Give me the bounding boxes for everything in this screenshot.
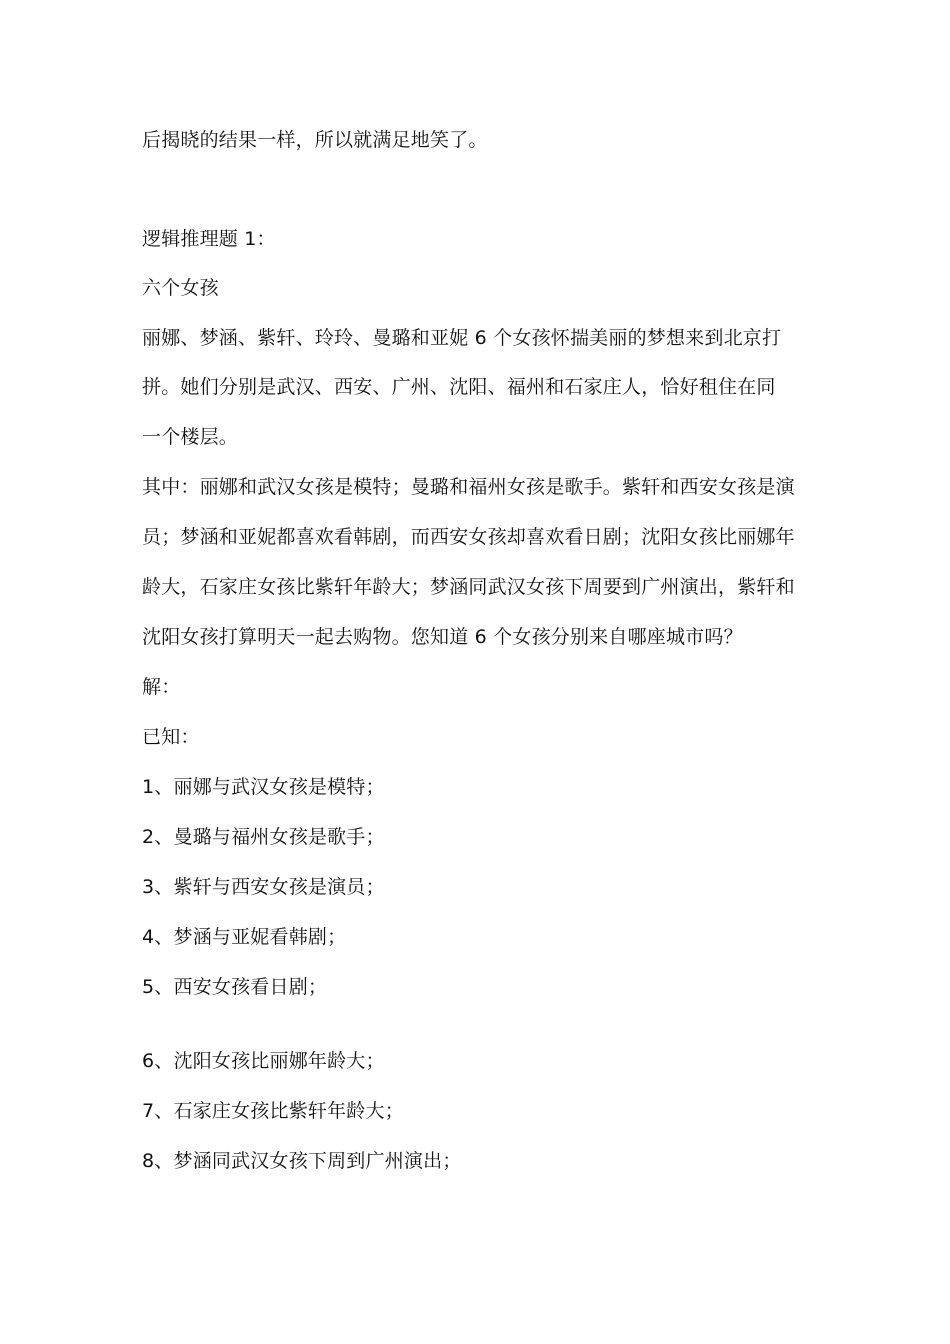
problem-line-1: 丽娜、梦涵、紫轩、玲玲、曼璐和亚妮 6 个女孩怀揣美丽的梦想来到北京打 [142,327,782,349]
solution-label: 解： [142,676,181,698]
known-item-7: 7、石家庄女孩比紫轩年龄大； [142,1100,404,1122]
puzzle-heading: 逻辑推理题 1： [142,228,276,250]
text-line-continuation: 后揭晓的结果一样，所以就满足地笑了。 [142,129,488,151]
known-item-1: 1、丽娜与武汉女孩是模特； [142,776,385,798]
problem-line-6: 龄大，石家庄女孩比紫轩年龄大；梦涵同武汉女孩下周要到广州演出，紫轩和 [142,576,795,598]
problem-line-7: 沈阳女孩打算明天一起去购物。您知道 6 个女孩分别来自哪座城市吗？ [142,626,743,648]
known-item-2: 2、曼璐与福州女孩是歌手； [142,826,385,848]
problem-line-4: 其中：丽娜和武汉女孩是模特；曼璐和福州女孩是歌手。紫轩和西安女孩是演 [142,476,795,498]
known-label: 已知： [142,726,200,748]
known-item-3: 3、紫轩与西安女孩是演员； [142,876,385,898]
problem-line-2: 拼。她们分别是武汉、西安、广州、沈阳、福州和石家庄人，恰好租住在同 [142,376,776,398]
problem-line-3: 一个楼层。 [142,426,239,448]
known-item-4: 4、梦涵与亚妮看韩剧； [142,926,347,948]
known-item-6: 6、沈阳女孩比丽娜年龄大； [142,1050,385,1072]
puzzle-title: 六个女孩 [142,277,219,299]
problem-line-5: 员；梦涵和亚妮都喜欢看韩剧，而西安女孩却喜欢看日剧；沈阳女孩比丽娜年 [142,526,795,548]
known-item-5: 5、西安女孩看日剧； [142,976,328,998]
known-item-8: 8、梦涵同武汉女孩下周到广州演出； [142,1150,462,1172]
